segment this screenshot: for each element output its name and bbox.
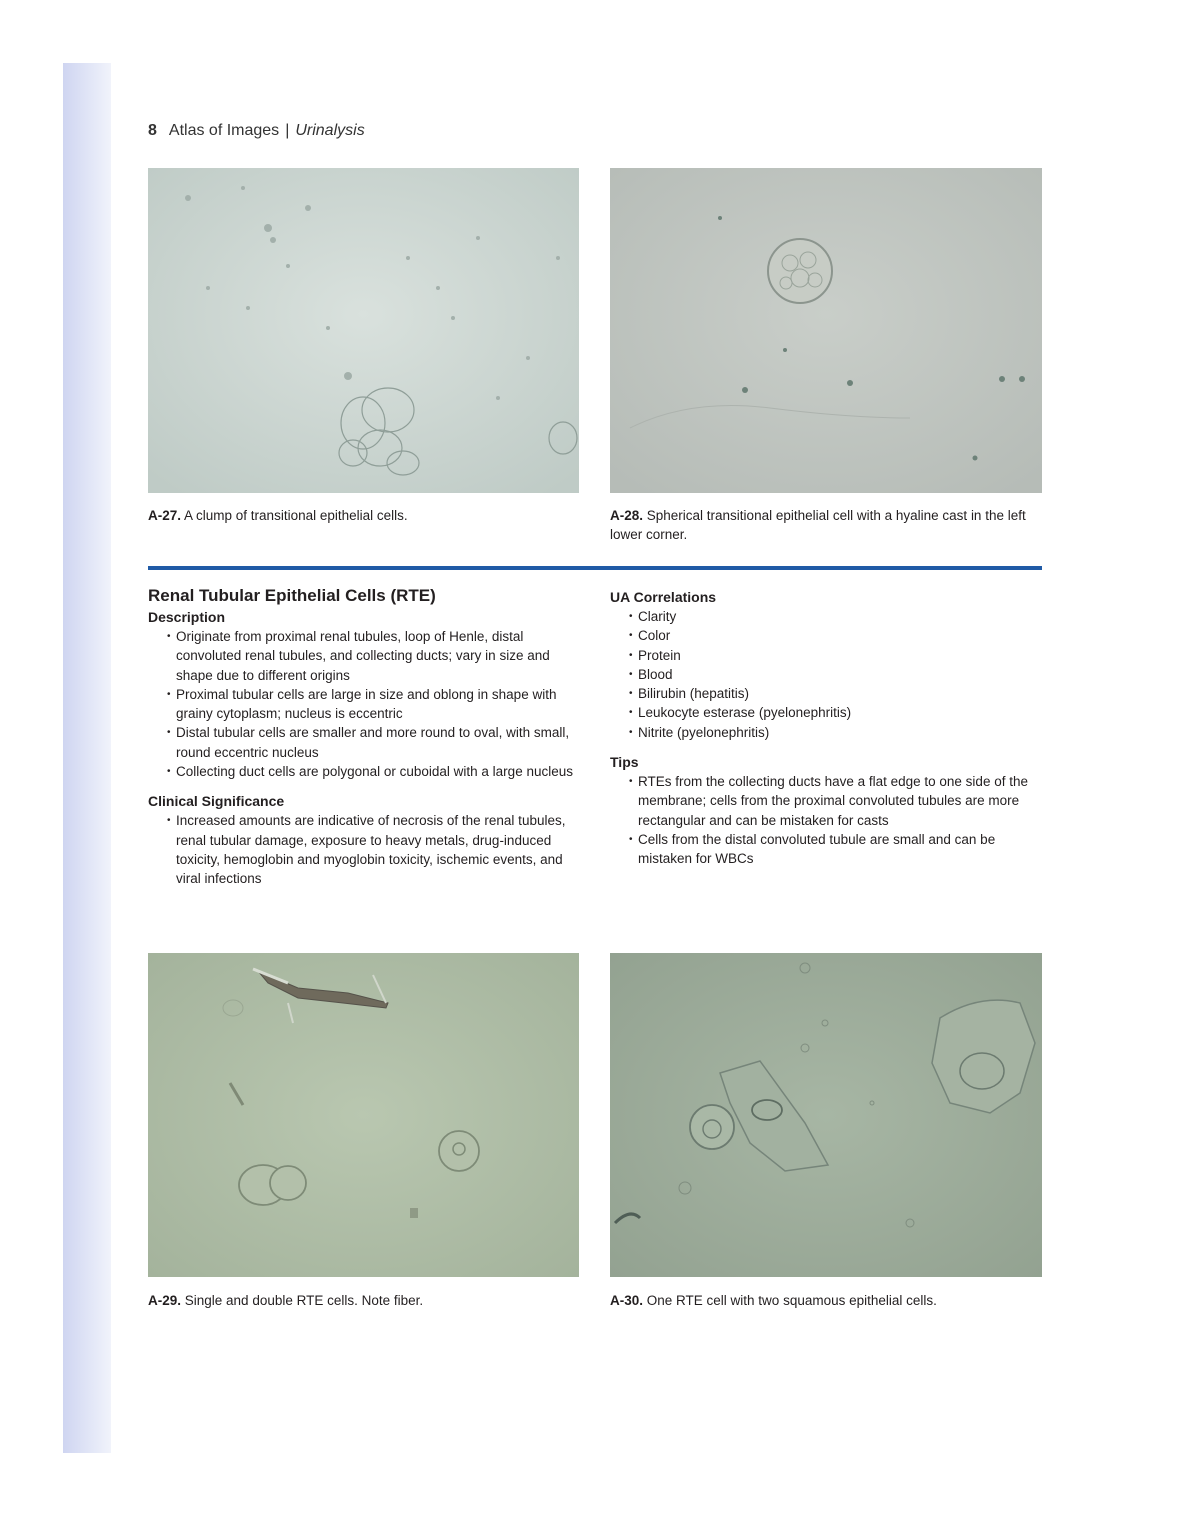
caption-a30 (610, 1291, 1042, 1310)
list-item: • Color (638, 626, 1042, 645)
list-item: • Bilirubin (hepatitis) (638, 684, 1042, 703)
subject-title: Urinalysis (295, 122, 365, 139)
list-item: • Clarity (638, 607, 1042, 626)
caption-a28 (610, 506, 1035, 544)
list-item: • Proximal tubular cells are large in size and oblong in shape with grainy cytoplasm; nucleus is eccentric (176, 685, 588, 724)
right-column (610, 587, 1042, 879)
caption-text: A clump of transitional epithelial cells. (181, 508, 408, 523)
figure-label: A-29. (148, 1293, 182, 1308)
description-heading: Description (148, 609, 226, 625)
list-item: • Blood (638, 665, 1042, 684)
figure-label: A-27. (148, 508, 182, 523)
section-title: Renal Tubular Epithelial Cells (RTE) (148, 586, 436, 605)
caption-a27 (148, 506, 579, 525)
ua-heading: UA Correlations (610, 589, 717, 605)
clinical-list (148, 811, 588, 888)
page-number: 8 (148, 122, 157, 139)
caption-text: Spherical transitional epithelial cell with a hyaline cast in the left lower corner. (610, 508, 1026, 542)
book-title: Atlas of Images (168, 122, 280, 139)
description-list (148, 627, 588, 781)
list-item: • Collecting duct cells are polygonal or cuboidal with a large nucleus (176, 762, 588, 781)
figure-label: A-28. (610, 508, 644, 523)
caption-text: Single and double RTE cells. Note fiber. (181, 1293, 424, 1308)
list-item: • Increased amounts are indicative of necrosis of the renal tubules, renal tubular damage, exposure to heavy metals, drug-induced toxicity, hemoglobin and myoglobin toxicity, ischemic events, and viral infections (176, 811, 588, 888)
figure-label: A-30. (610, 1293, 644, 1308)
caption-a29 (148, 1291, 579, 1310)
tips-list (610, 772, 1042, 868)
list-item: • Distal tubular cells are smaller and more round to oval, with small, round eccentric nucleus (176, 723, 588, 762)
list-item: • RTEs from the collecting ducts have a flat edge to one side of the membrane; cells from the proximal convoluted tubules are more rectangular and can be mistaken for casts (638, 772, 1042, 830)
micrograph-a30 (610, 953, 1042, 1277)
ua-list (610, 607, 1042, 742)
list-item: • Cells from the distal convoluted tubule are small and can be mistaken for WBCs (638, 830, 1042, 869)
micrograph-a29 (148, 953, 579, 1277)
header-separator: | (285, 122, 290, 139)
micrograph-a28 (610, 168, 1042, 493)
list-item: • Leukocyte esterase (pyelonephritis) (638, 703, 1042, 722)
left-column (148, 585, 588, 899)
micrograph-a27 (148, 168, 579, 493)
section-divider (148, 566, 1042, 570)
running-head (148, 122, 365, 140)
side-band (63, 63, 111, 1453)
caption-text: One RTE cell with two squamous epithelial cells. (643, 1293, 937, 1308)
list-item: • Originate from proximal renal tubules, loop of Henle, distal convoluted renal tubules, and collecting ducts; vary in size and shape due to different origins (176, 627, 588, 685)
list-item: • Protein (638, 646, 1042, 665)
clinical-heading: Clinical Significance (148, 793, 285, 810)
tips-heading: Tips (610, 754, 639, 771)
list-item: • Nitrite (pyelonephritis) (638, 723, 1042, 742)
